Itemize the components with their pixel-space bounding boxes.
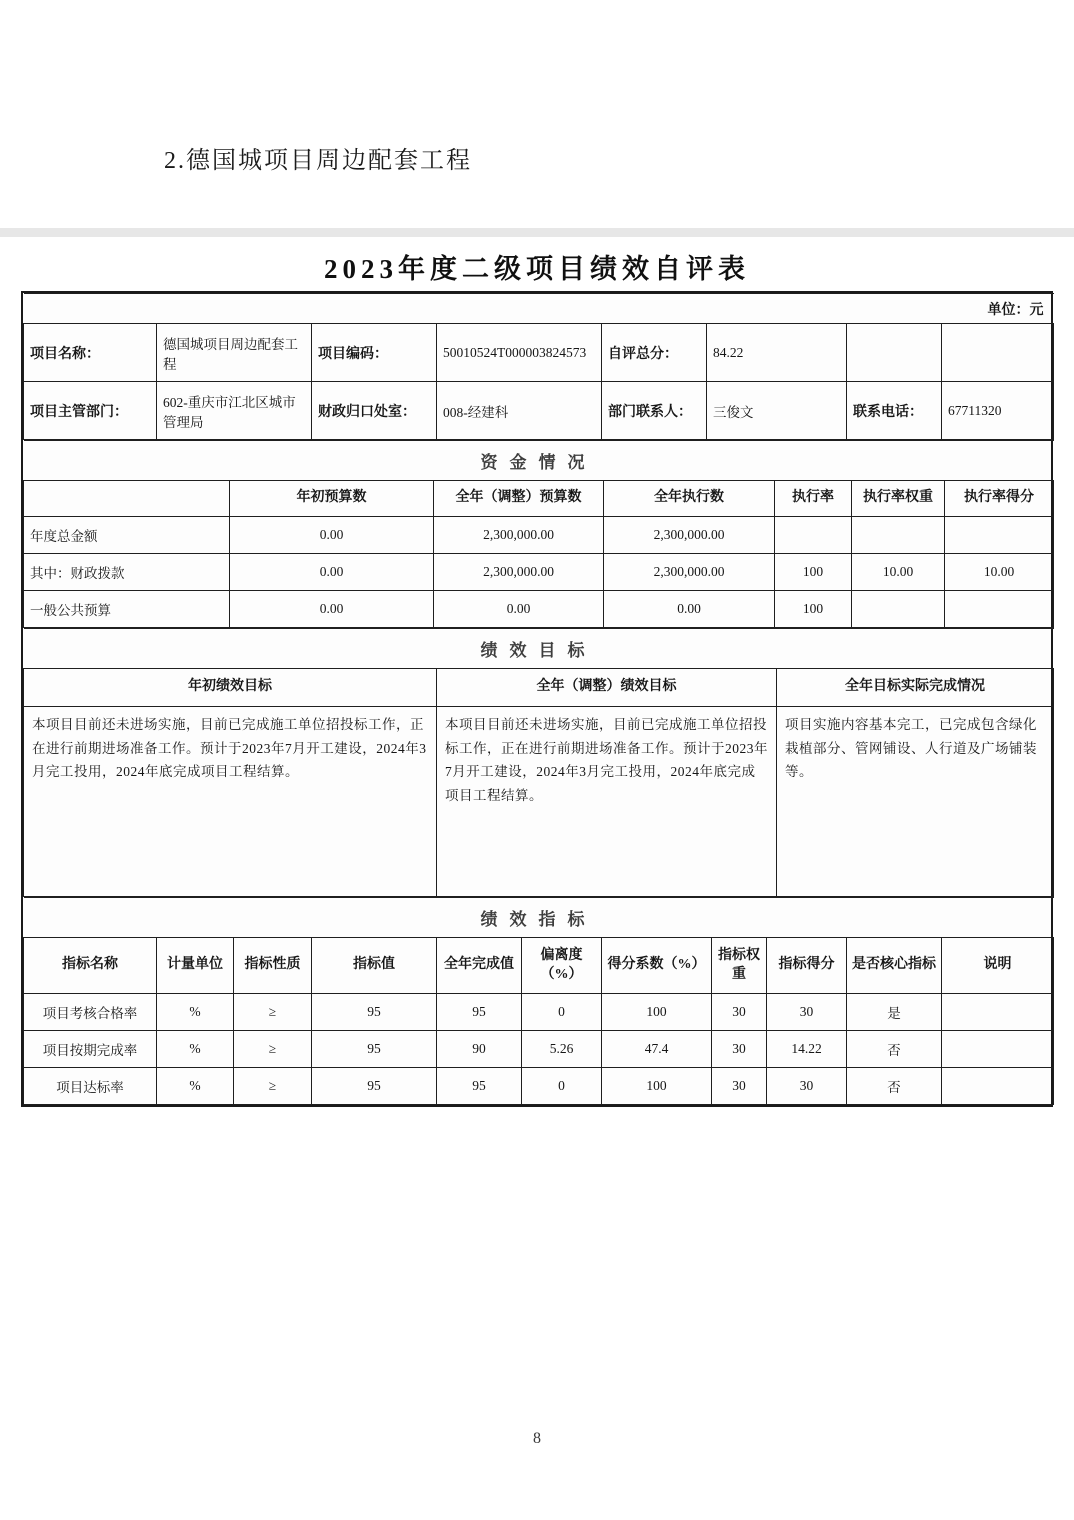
funding-row-public	[24, 591, 1054, 628]
page-break-bar	[0, 228, 1074, 237]
col-header	[24, 481, 230, 517]
finance-office-label: 财政归口处室：	[312, 382, 437, 440]
indicator-row	[24, 994, 1054, 1031]
cell: 2,300,000.00	[604, 517, 775, 554]
funding-section-header	[24, 441, 1054, 481]
cell: 100	[602, 1068, 712, 1105]
goals-section-header	[24, 629, 1054, 669]
cell: %	[157, 994, 234, 1031]
cell: ≥	[234, 1031, 312, 1068]
self-evaluation-table	[21, 291, 1053, 1107]
goals-header-row	[24, 669, 1054, 707]
cell: 30	[712, 1068, 767, 1105]
row-label: 年度总金额	[24, 517, 230, 554]
col-header: 指标性质	[234, 938, 312, 994]
col-header: 全年执行数	[604, 481, 775, 517]
table-row	[24, 324, 1054, 382]
goals-table	[23, 628, 1054, 897]
cell: 否	[847, 1031, 942, 1068]
indicator-name: 项目考核合格率	[24, 994, 157, 1031]
cell: 95	[437, 1068, 522, 1105]
cell: 2,300,000.00	[434, 554, 604, 591]
funding-header-row	[24, 481, 1054, 517]
cell: 否	[847, 1068, 942, 1105]
cell: 95	[312, 994, 437, 1031]
goal-initial-text: 本项目目前还未进场实施，目前已完成施工单位招投标工作，正在进行前期进场准备工作。预计于2023年7月开工建设，2024年3月完工投用，2024年底完成项目工程结算。	[24, 707, 437, 897]
cell: %	[157, 1068, 234, 1105]
goal-actual-text: 项目实施内容基本完工，已完成包含绿化栽植部分、管网铺设、人行道及广场铺装等。	[777, 707, 1054, 897]
cell	[852, 591, 945, 628]
cell: 2,300,000.00	[604, 554, 775, 591]
col-header: 年初预算数	[230, 481, 434, 517]
row-label: 一般公共预算	[24, 591, 230, 628]
page-number: 8	[533, 1430, 541, 1447]
goals-content-row	[24, 707, 1054, 897]
goals-section-title: 绩效目标	[24, 629, 1054, 669]
col-header: 指标得分	[767, 938, 847, 994]
cell: 30	[767, 1068, 847, 1105]
unit-row	[24, 294, 1054, 324]
indicators-header-row	[24, 938, 1054, 994]
col-header: 计量单位	[157, 938, 234, 994]
col-header: 全年（调整）预算数	[434, 481, 604, 517]
cell: 14.22	[767, 1031, 847, 1068]
col-header: 指标权重	[712, 938, 767, 994]
col-header: 执行率	[775, 481, 852, 517]
cell: 0.00	[434, 591, 604, 628]
cell	[942, 1031, 1054, 1068]
cell: 5.26	[522, 1031, 602, 1068]
empty-cell	[942, 324, 1054, 382]
col-header: 执行率得分	[945, 481, 1054, 517]
indicator-name: 项目按期完成率	[24, 1031, 157, 1068]
cell: 100	[602, 994, 712, 1031]
funding-row-fiscal	[24, 554, 1054, 591]
col-header: 全年完成值	[437, 938, 522, 994]
col-header: 全年目标实际完成情况	[777, 669, 1054, 707]
cell: 100	[775, 554, 852, 591]
cell: %	[157, 1031, 234, 1068]
project-name-label: 项目名称：	[24, 324, 157, 382]
col-header: 是否核心指标	[847, 938, 942, 994]
cell: 90	[437, 1031, 522, 1068]
dept-value: 602-重庆市江北区城市管理局	[157, 382, 312, 440]
cell	[852, 517, 945, 554]
cell: 0	[522, 994, 602, 1031]
col-header: 年初绩效目标	[24, 669, 437, 707]
dept-label: 项目主管部门：	[24, 382, 157, 440]
col-header: 偏离度（%）	[522, 938, 602, 994]
cell: 10.00	[852, 554, 945, 591]
cell: 0.00	[604, 591, 775, 628]
table-row	[24, 382, 1054, 440]
cell: 是	[847, 994, 942, 1031]
cell	[945, 517, 1054, 554]
cell: ≥	[234, 994, 312, 1031]
goal-adjusted-text: 本项目目前还未进场实施，目前已完成施工单位招投标工作，正在进行前期进场准备工作。预计于2023年7月开工建设，2024年3月完工投用，2024年底完成项目工程结算。	[437, 707, 777, 897]
row-label: 其中：财政拨款	[24, 554, 230, 591]
cell: 30	[767, 994, 847, 1031]
col-header: 指标名称	[24, 938, 157, 994]
col-header: 指标值	[312, 938, 437, 994]
col-header: 执行率权重	[852, 481, 945, 517]
funding-row-total	[24, 517, 1054, 554]
cell	[942, 994, 1054, 1031]
cell: 10.00	[945, 554, 1054, 591]
cell	[942, 1068, 1054, 1105]
project-code-value: 50010524T000003824573	[437, 324, 602, 382]
contact-label: 部门联系人：	[602, 382, 707, 440]
indicators-table	[23, 897, 1054, 1105]
indicators-section-header	[24, 898, 1054, 938]
cell: ≥	[234, 1068, 312, 1105]
indicator-name: 项目达标率	[24, 1068, 157, 1105]
phone-label: 联系电话：	[847, 382, 942, 440]
project-info-table	[23, 293, 1054, 440]
cell: 0	[522, 1068, 602, 1105]
funding-table	[23, 440, 1054, 628]
unit-label: 单位：元	[24, 294, 1054, 324]
funding-section-title: 资金情况	[24, 441, 1054, 481]
col-header: 说明	[942, 938, 1054, 994]
cell	[945, 591, 1054, 628]
empty-cell	[847, 324, 942, 382]
cell: 30	[712, 994, 767, 1031]
indicator-row	[24, 1068, 1054, 1105]
cell	[775, 517, 852, 554]
indicator-row	[24, 1031, 1054, 1068]
col-header: 得分系数（%）	[602, 938, 712, 994]
project-name-value: 德国城项目周边配套工程	[157, 324, 312, 382]
cell: 47.4	[602, 1031, 712, 1068]
cell: 2,300,000.00	[434, 517, 604, 554]
cell: 0.00	[230, 517, 434, 554]
finance-office-value: 008-经建科	[437, 382, 602, 440]
cell: 0.00	[230, 591, 434, 628]
cell: 100	[775, 591, 852, 628]
cell: 30	[712, 1031, 767, 1068]
sheet-title: 2023年度二级项目绩效自评表	[324, 254, 750, 284]
indicators-section-title: 绩效指标	[24, 898, 1054, 938]
phone-value: 67711320	[942, 382, 1054, 440]
cell: 95	[312, 1068, 437, 1105]
contact-value: 三俊文	[707, 382, 847, 440]
cell: 95	[437, 994, 522, 1031]
cell: 95	[312, 1031, 437, 1068]
cell: 0.00	[230, 554, 434, 591]
col-header: 全年（调整）绩效目标	[437, 669, 777, 707]
self-score-value: 84.22	[707, 324, 847, 382]
self-score-label: 自评总分：	[602, 324, 707, 382]
section-heading: 2.德国城项目周边配套工程	[164, 148, 472, 174]
project-code-label: 项目编码：	[312, 324, 437, 382]
